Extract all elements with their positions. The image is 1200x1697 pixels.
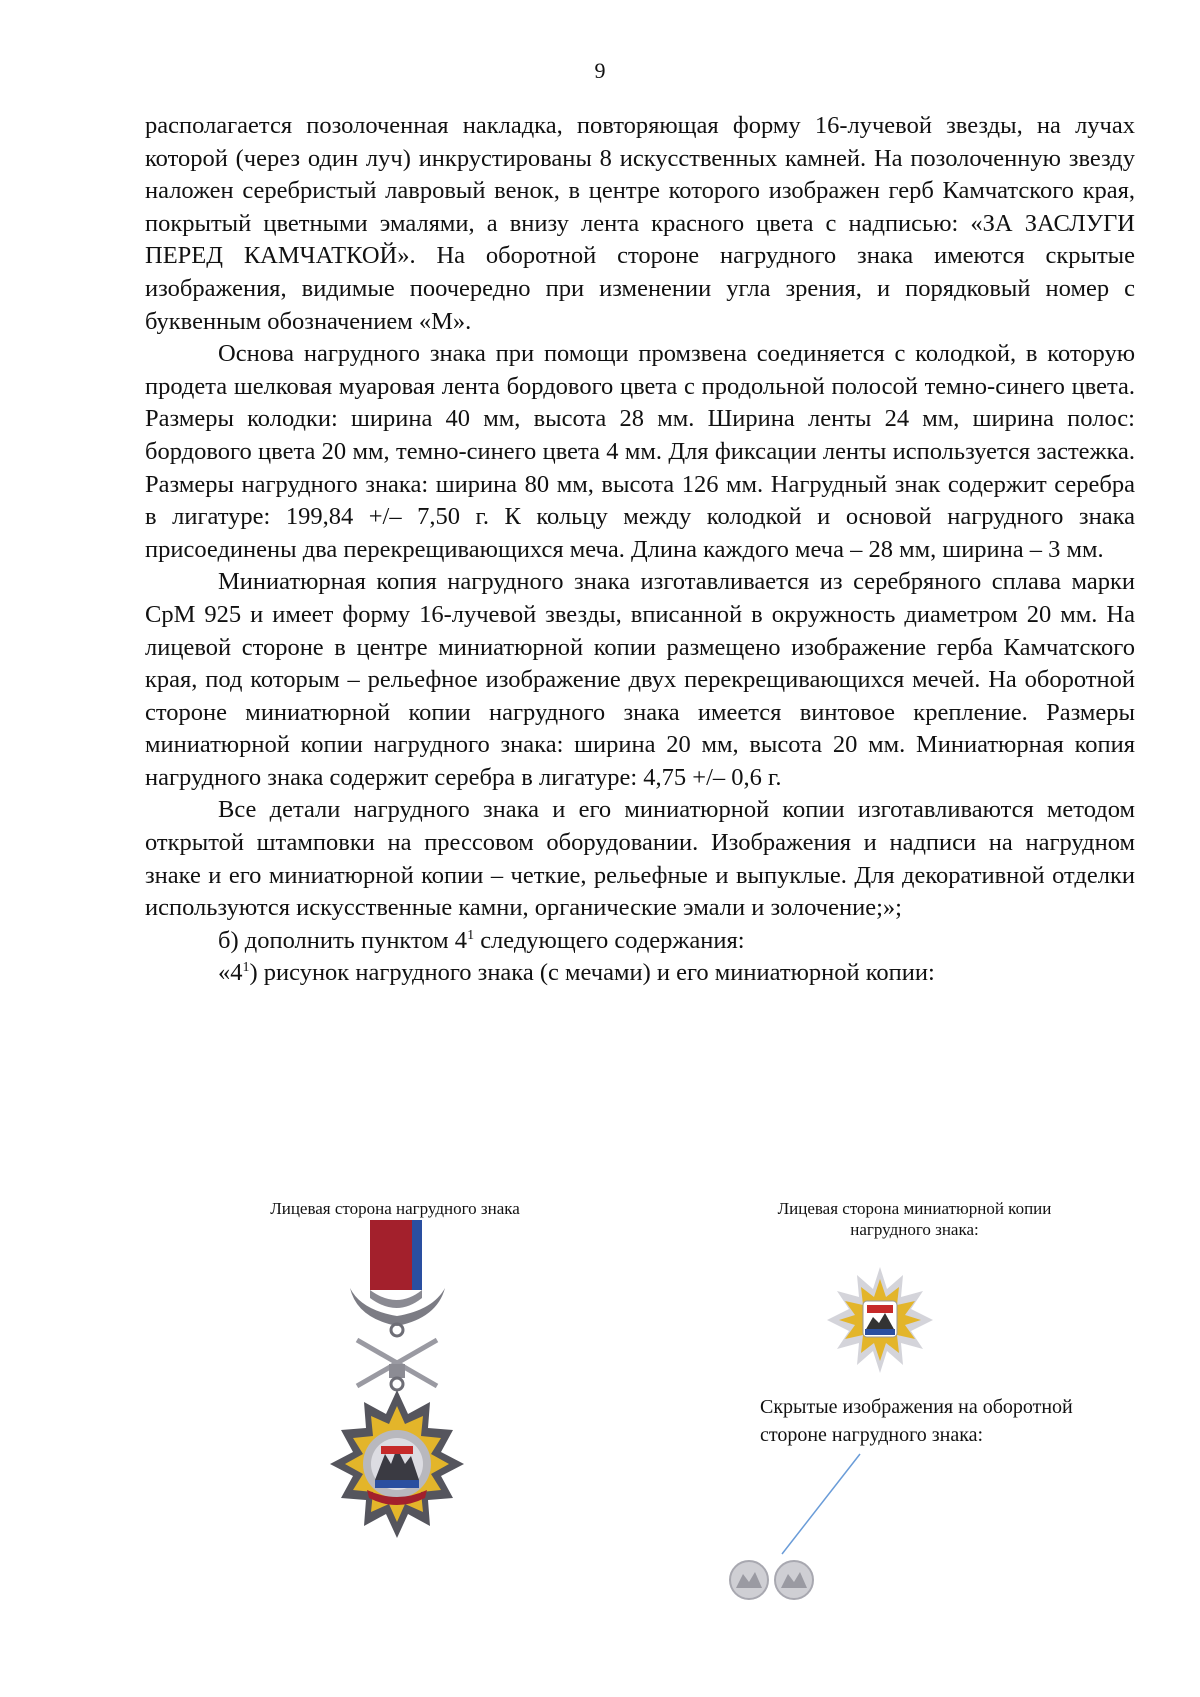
mini-front-image xyxy=(825,1265,935,1375)
amendment-line: б) дополнить пунктом $4^1$ следующего содержания: xyxy=(218,926,745,954)
pointer-line xyxy=(760,1450,870,1560)
document-body xyxy=(145,110,1135,990)
figure-intro-line: «$4^1$) рисунок нагрудного знака (с мечами) и его миниатюрной копии: xyxy=(218,959,935,987)
paragraph-miniature-copy: Миниатюрная копия нагрудного знака изготавливается из серебряного сплава марки СрМ 925 и имеет форму 16-лучевой звезды, вписанной в окружность диаметром 20 мм. На лицевой стороне в центре миниатюрной копии размещено изображение герба Камчатского края, под которым – рельефное изображение двух перекрещивающихся мечей. На оборотной стороне миниатюрной копии нагрудного знака имеется винтовое крепление. Размеры миниатюрной копии нагрудного знака: ширина 20 мм, высота 20 мм. Миниатюрная копия нагрудного знака содержит серебра в лигатуре: 4,75 +/– 0,6 г. xyxy=(145,568,1135,791)
caption-badge-front: Лицевая сторона нагрудного знака xyxy=(270,1199,520,1218)
paragraph-ribbon-and-dimensions: Основа нагрудного знака при помощи промзвена соединяется с колодкой, в которую продета шелковая муаровая лента бордового цвета с продольной полосой темно-синего цвета. Размеры колодки: ширина 40 мм, высота 28 мм. Ширина ленты 24 мм, ширина полос: бордового цвета 20 мм, темно-синего цвета 4 мм. Для фиксации ленты используется застежка. Размеры нагрудного знака: ширина 80 мм, высота 126 мм. Нагрудный знак содержит серебра в лигатуре: 199,84 +/– 7,50 г. К кольцу между колодкой и основой нагрудного знака присоединены два перекрещивающихся меча. Длина каждого меча – 28 мм, ширина – 3 мм. xyxy=(145,340,1135,563)
paragraph-manufacturing: Все детали нагрудного знака и его миниатюрной копии изготавливаются методом открытой штамповки на прессовом оборудовании. Изображения и надписи на нагрудном знаке и его миниатюрной копии – четкие, рельефные и выпуклые. Для декоративной отделки используются искусственные камни, органические эмали и золочение;»; xyxy=(145,796,1135,922)
hidden-images xyxy=(728,1558,818,1602)
ribbon-blue-stripe xyxy=(412,1220,422,1290)
paragraph-badge-description: располагается позолоченная накладка, повторяющая форму 16-лучевой звезды, на лучах которой (через один луч) инкрустированы 8 искусственных камней. На позолоченную звезду наложен серебристый лавровый венок, в центре которого изображен герб Камчатского края, покрытый цветными эмалями, а внизу лента красного цвета с надписью: «ЗА ЗАСЛУГИ ПЕРЕД КАМЧАТКОЙ». На оборотной стороне нагрудного знака имеются скрытые изображения, видимые поочередно при изменении угла зрения, и порядковый номер с буквенным обозначением «М». xyxy=(145,112,1135,335)
caption-hidden-images: Скрытые изображения на оборотной стороне нагрудного знака: xyxy=(760,1396,1073,1446)
badge-front-image xyxy=(305,1218,490,1558)
hidden-image-2 xyxy=(775,1561,813,1599)
hidden-image-1 xyxy=(730,1561,768,1599)
caption-mini-front: Лицевая сторона миниатюрной копии нагрудного знака: xyxy=(777,1199,1052,1239)
page-number: 9 xyxy=(594,58,606,83)
